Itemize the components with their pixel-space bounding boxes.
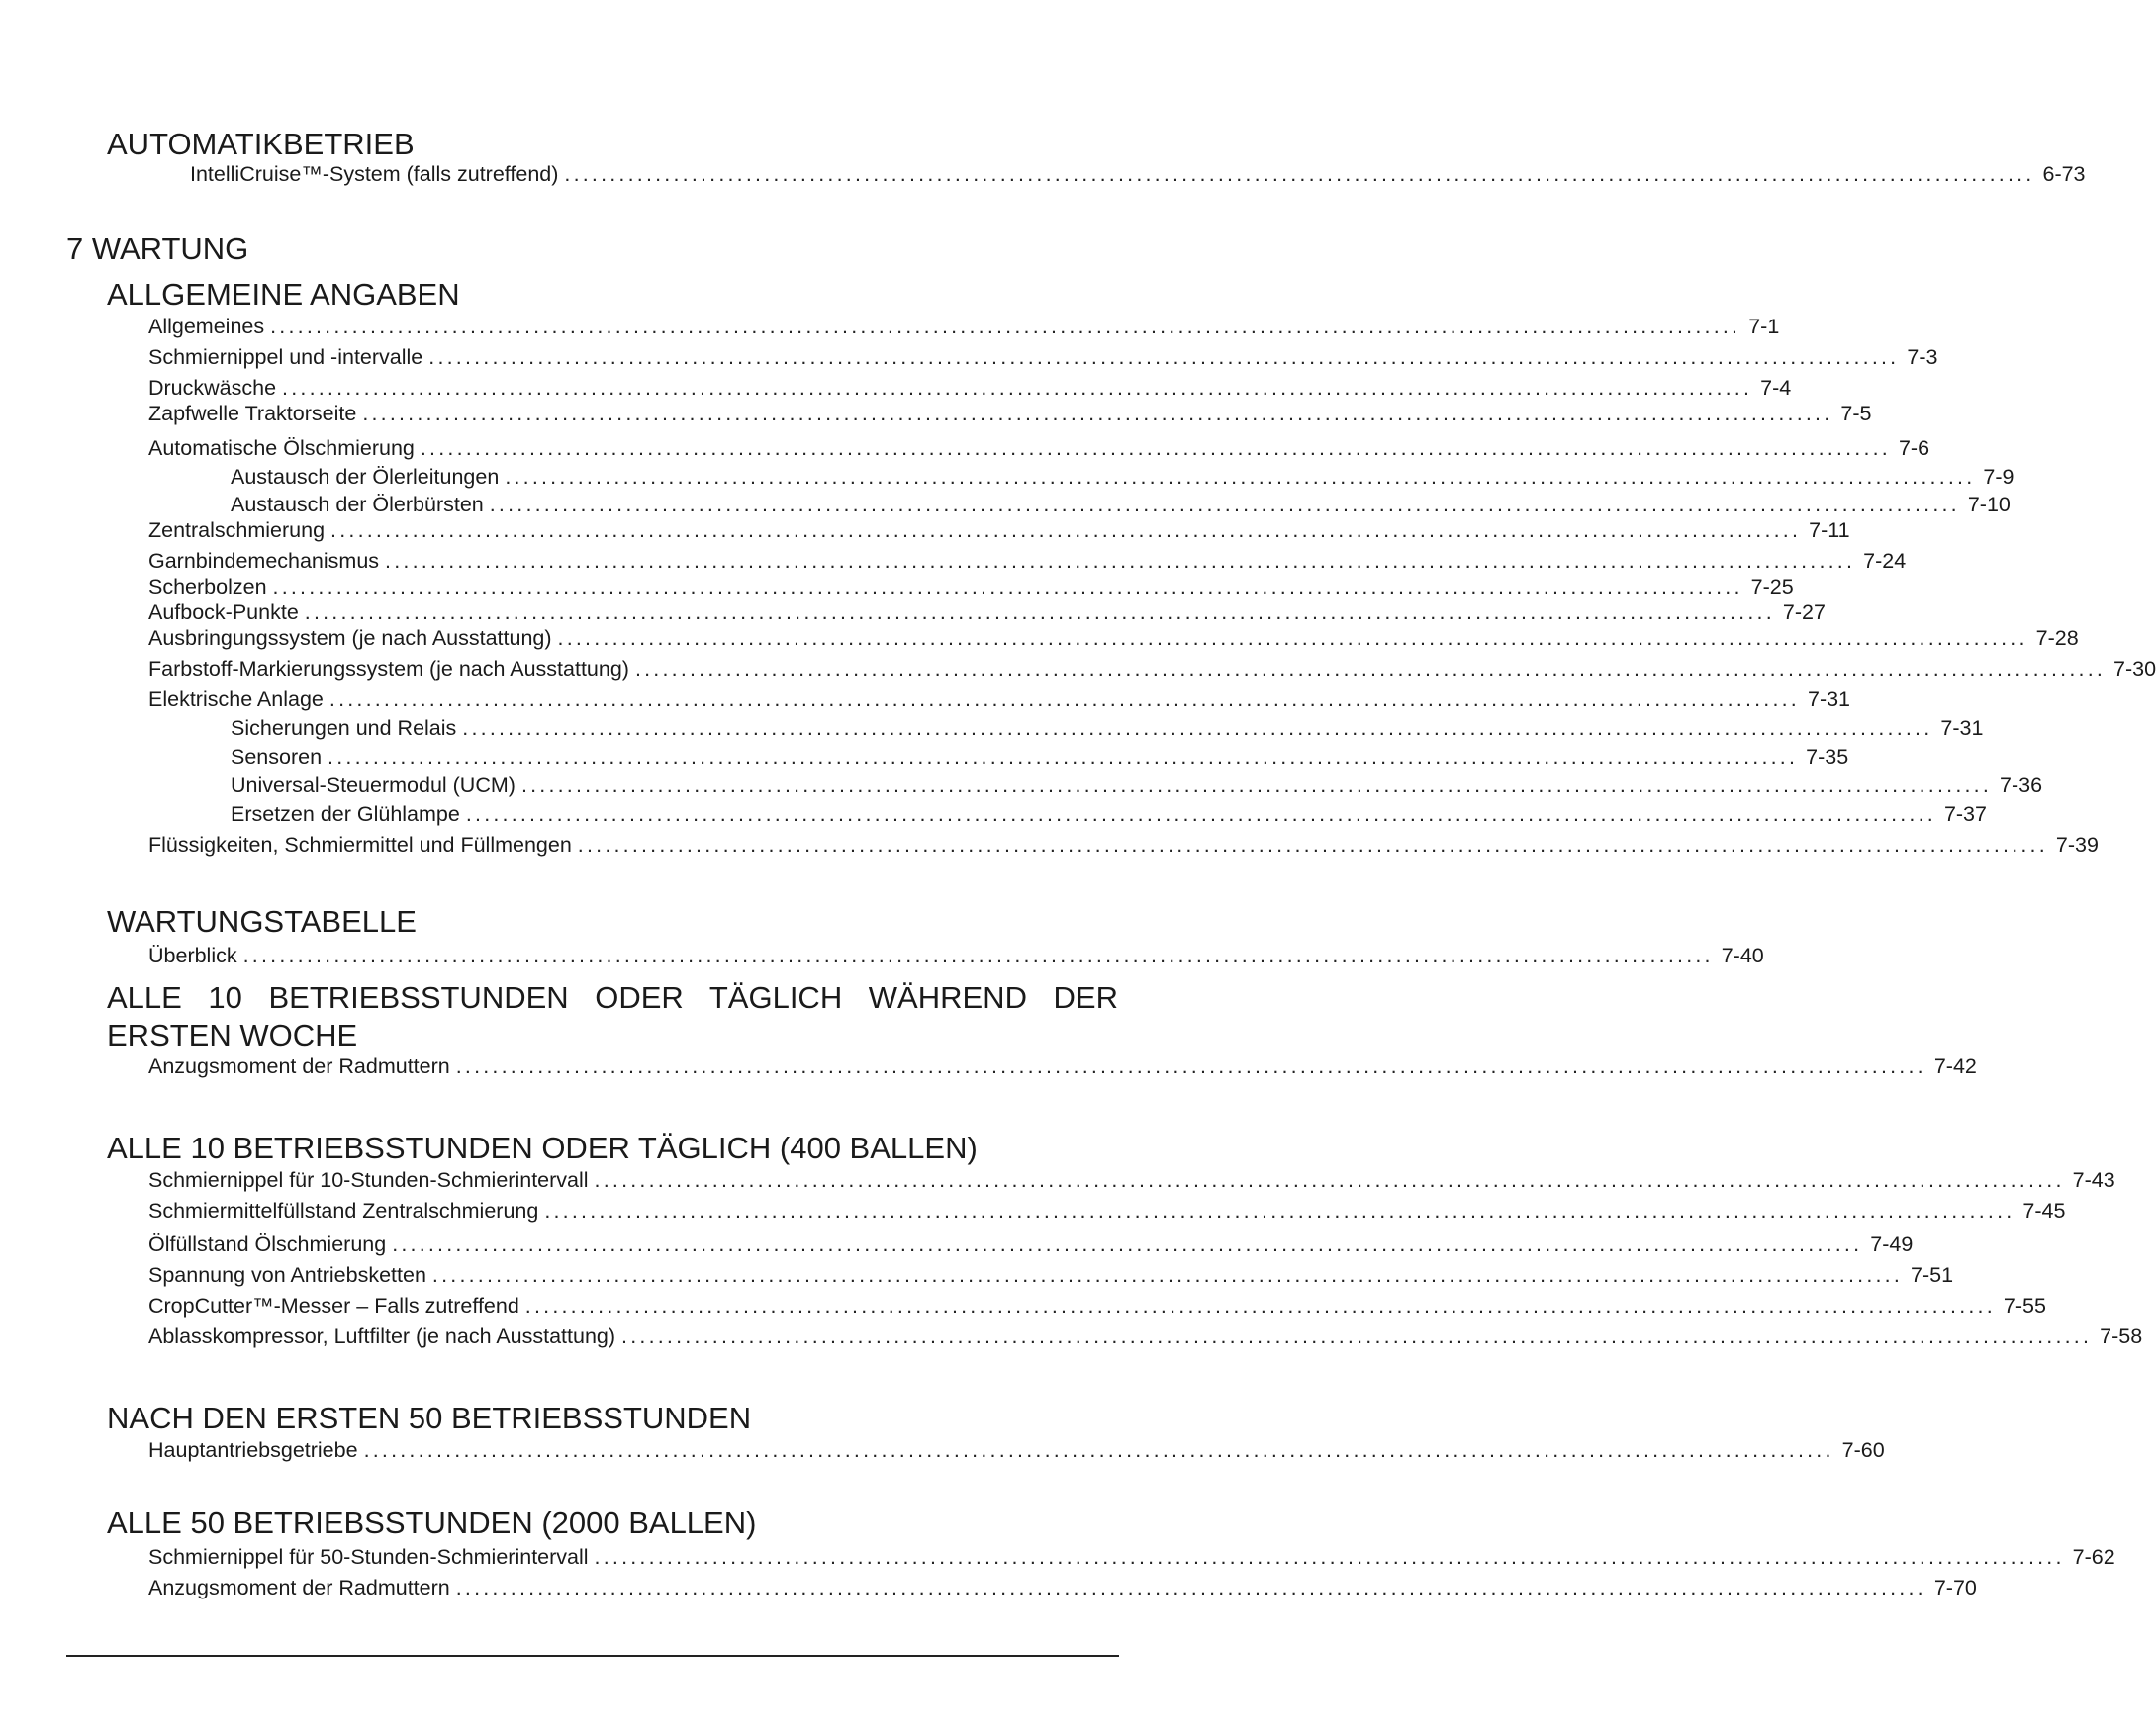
footer-rule bbox=[66, 1655, 1119, 1657]
toc-entry-title: Austausch der Ölerbürsten bbox=[231, 493, 484, 516]
toc-entry-title: Aufbock-Punkte bbox=[148, 600, 299, 624]
toc-entry[interactable] bbox=[231, 773, 2043, 798]
toc-entry-title: Sensoren bbox=[231, 745, 323, 769]
toc-entry-page: 7-5 bbox=[1840, 402, 1872, 425]
dot-leader: .................................................................................................................................................................. bbox=[544, 1199, 2015, 1223]
toc-entry-page: 7-62 bbox=[2072, 1545, 2115, 1569]
dot-leader: .................................................................................................................................................................. bbox=[594, 1168, 2065, 1192]
toc-entry[interactable] bbox=[148, 401, 1872, 426]
toc-entry[interactable] bbox=[148, 375, 1792, 401]
section-heading-allgemeine-angaben: ALLGEMEINE ANGABEN bbox=[107, 277, 460, 312]
toc-entry[interactable] bbox=[148, 1575, 1977, 1600]
toc-entry[interactable] bbox=[148, 1293, 2046, 1319]
toc-entry-page: 7-3 bbox=[1907, 345, 1938, 369]
dot-leader: .................................................................................................................................................................. bbox=[621, 1324, 2093, 1348]
dot-leader: .................................................................................................................................................................. bbox=[431, 1263, 1904, 1287]
toc-entry-title: Spannung von Antriebsketten bbox=[148, 1263, 426, 1287]
toc-entry-title: Austausch der Ölerleitungen bbox=[231, 465, 500, 489]
toc-entry-page: 7-70 bbox=[1933, 1576, 1977, 1599]
dot-leader: .................................................................................................................................................................. bbox=[363, 1438, 1834, 1462]
dot-leader: .................................................................................................................................................................. bbox=[428, 345, 1900, 369]
toc-entry[interactable] bbox=[148, 625, 2079, 651]
toc-entry-title: Überblick bbox=[148, 944, 237, 967]
dot-leader: .................................................................................................................................................................. bbox=[577, 833, 2048, 857]
toc-entry-title: Farbstoff-Markierungssystem (je nach Ausstattung) bbox=[148, 657, 629, 681]
toc-entry-title: Zentralschmierung bbox=[148, 518, 326, 542]
dot-leader: .................................................................................................................................................................. bbox=[270, 315, 1741, 338]
toc-entry-page: 7-36 bbox=[2000, 774, 2043, 797]
toc-entry-title: Garnbindemechanismus bbox=[148, 549, 380, 573]
toc-entry-title: Ausbringungssystem (je nach Ausstattung) bbox=[148, 626, 552, 650]
dot-leader: .................................................................................................................................................................. bbox=[328, 745, 1799, 769]
toc-entry-page: 7-39 bbox=[2055, 833, 2099, 857]
toc-entry-page: 7-42 bbox=[1933, 1054, 1977, 1078]
toc-entry-title: Universal-Steuermodul (UCM) bbox=[231, 774, 516, 797]
dot-leader: .................................................................................................................................................................. bbox=[330, 518, 1802, 542]
toc-entry-title: Sicherungen und Relais bbox=[231, 716, 457, 740]
toc-entry[interactable] bbox=[231, 715, 1984, 741]
toc-entry-page: 7-31 bbox=[1807, 687, 1851, 711]
section-heading-erste-50-stunden: NACH DEN ERSTEN 50 BETRIEBSSTUNDEN bbox=[107, 1401, 752, 1435]
toc-entry[interactable] bbox=[190, 161, 2086, 187]
toc-entry[interactable] bbox=[148, 1544, 2115, 1570]
toc-entry-title: Hauptantriebsgetriebe bbox=[148, 1438, 358, 1462]
toc-entry-title: IntelliCruise™-System (falls zutreffend) bbox=[190, 162, 559, 186]
toc-entry[interactable] bbox=[148, 314, 1780, 339]
toc-entry-page: 7-25 bbox=[1750, 575, 1794, 598]
toc-entry-title: Scherbolzen bbox=[148, 575, 267, 598]
toc-entry-title: Elektrische Anlage bbox=[148, 687, 324, 711]
dot-leader: .................................................................................................................................................................. bbox=[304, 600, 1775, 624]
toc-entry[interactable] bbox=[148, 1232, 1914, 1257]
toc-entry-page: 7-45 bbox=[2022, 1199, 2066, 1223]
toc-entry[interactable] bbox=[148, 1324, 2143, 1349]
toc-entry-page: 7-35 bbox=[1806, 745, 1849, 769]
section-heading-taeglich-400-ballen: ALLE 10 BETRIEBSSTUNDEN ODER TÄGLICH (400 BALLEN) bbox=[107, 1131, 978, 1165]
dot-leader: .................................................................................................................................................................. bbox=[489, 493, 1960, 516]
dot-leader: .................................................................................................................................................................. bbox=[594, 1545, 2065, 1569]
toc-entry-title: Zapfwelle Traktorseite bbox=[148, 402, 357, 425]
toc-entry-page: 7-55 bbox=[2003, 1294, 2046, 1318]
toc-entry-page: 7-27 bbox=[1782, 600, 1826, 624]
toc-entry-title: Schmiermittelfüllstand Zentralschmierung bbox=[148, 1199, 539, 1223]
toc-entry-page: 7-43 bbox=[2072, 1168, 2115, 1192]
toc-entry-title: CropCutter™-Messer – Falls zutreffend bbox=[148, 1294, 519, 1318]
dot-leader: .................................................................................................................................................................. bbox=[420, 436, 1891, 460]
section-heading-alle-50-stunden: ALLE 50 BETRIEBSSTUNDEN (2000 BALLEN) bbox=[107, 1506, 757, 1540]
toc-entry[interactable] bbox=[148, 1262, 1954, 1288]
toc-entry-page: 7-24 bbox=[1863, 549, 1907, 573]
toc-entry-title: Schmiernippel und -intervalle bbox=[148, 345, 423, 369]
toc-entry[interactable] bbox=[231, 744, 1849, 770]
toc-entry[interactable] bbox=[231, 492, 2011, 517]
toc-entry-page: 7-4 bbox=[1760, 376, 1792, 400]
chapter-heading: 7 WARTUNG bbox=[66, 231, 249, 266]
toc-entry-page: 7-49 bbox=[1870, 1233, 1914, 1256]
toc-entry-page: 7-31 bbox=[1940, 716, 1984, 740]
dot-leader: .................................................................................................................................................................. bbox=[455, 1576, 1926, 1599]
dot-leader: .................................................................................................................................................................. bbox=[634, 657, 2107, 681]
toc-entry[interactable] bbox=[148, 1437, 1885, 1463]
toc-entry-page: 7-11 bbox=[1809, 518, 1850, 542]
toc-entry[interactable] bbox=[148, 656, 2156, 682]
toc-entry[interactable] bbox=[231, 801, 1987, 827]
toc-entry[interactable] bbox=[148, 832, 2099, 858]
toc-entry-title: Ölfüllstand Ölschmierung bbox=[148, 1233, 387, 1256]
toc-entry[interactable] bbox=[148, 1167, 2115, 1193]
toc-entry-title: Druckwäsche bbox=[148, 376, 277, 400]
toc-entry[interactable] bbox=[148, 435, 1930, 461]
toc-entry[interactable] bbox=[148, 344, 1938, 370]
dot-leader: .................................................................................................................................................................. bbox=[392, 1233, 1863, 1256]
dot-leader: .................................................................................................................................................................. bbox=[520, 774, 1993, 797]
toc-entry-page: 6-73 bbox=[2042, 162, 2086, 186]
toc-entry[interactable] bbox=[148, 1198, 2066, 1224]
toc-entry-title: Flüssigkeiten, Schmiermittel und Füllmengen bbox=[148, 833, 572, 857]
toc-entry-page: 7-40 bbox=[1721, 944, 1764, 967]
toc-entry-page: 7-6 bbox=[1898, 436, 1930, 460]
toc-entry[interactable] bbox=[148, 686, 1851, 712]
dot-leader: .................................................................................................................................................................. bbox=[282, 376, 1753, 400]
toc-entry-title: Anzugsmoment der Radmuttern bbox=[148, 1576, 450, 1599]
toc-entry-title: Schmiernippel für 10-Stunden-Schmierintervall bbox=[148, 1168, 589, 1192]
toc-entry[interactable] bbox=[231, 464, 2015, 490]
toc-entry-page: 7-9 bbox=[1983, 465, 2015, 489]
dot-leader: .................................................................................................................................................................. bbox=[328, 687, 1800, 711]
dot-leader: .................................................................................................................................................................. bbox=[362, 402, 1833, 425]
dot-leader: .................................................................................................................................................................. bbox=[505, 465, 1976, 489]
dot-leader: .................................................................................................................................................................. bbox=[462, 716, 1933, 740]
toc-entry-page: 7-10 bbox=[1967, 493, 2011, 516]
dot-leader: .................................................................................................................................................................. bbox=[564, 162, 2035, 186]
dot-leader: .................................................................................................................................................................. bbox=[524, 1294, 1996, 1318]
toc-entry-page: 7-51 bbox=[1911, 1263, 1954, 1287]
toc-entry-page: 7-60 bbox=[1841, 1438, 1885, 1462]
section-heading-wartungstabelle: WARTUNGSTABELLE bbox=[107, 904, 417, 939]
dot-leader: .................................................................................................................................................................. bbox=[455, 1054, 1926, 1078]
toc-entry-page: 7-58 bbox=[2100, 1324, 2143, 1348]
toc-entry-page: 7-28 bbox=[2035, 626, 2079, 650]
toc-entry-title: Schmiernippel für 50-Stunden-Schmierintervall bbox=[148, 1545, 589, 1569]
toc-entry-page: 7-37 bbox=[1943, 802, 1987, 826]
toc-entry-title: Anzugsmoment der Radmuttern bbox=[148, 1054, 450, 1078]
section-heading-erste-woche: ALLE 10 BETRIEBSSTUNDEN ODER TÄGLICH WÄHREND DER ERSTEN WOCHE bbox=[107, 980, 1118, 1052]
dot-leader: .................................................................................................................................................................. bbox=[272, 575, 1743, 598]
toc-entry[interactable] bbox=[148, 574, 1794, 599]
dot-leader: .................................................................................................................................................................. bbox=[557, 626, 2028, 650]
toc-entry-page: 7-30 bbox=[2113, 657, 2156, 681]
toc-entry[interactable] bbox=[148, 599, 1826, 625]
dot-leader: .................................................................................................................................................................. bbox=[465, 802, 1936, 826]
dot-leader: .................................................................................................................................................................. bbox=[385, 549, 1856, 573]
toc-entry[interactable] bbox=[148, 548, 1907, 574]
toc-entry[interactable] bbox=[148, 1053, 1977, 1079]
toc-entry-title: Ablasskompressor, Luftfilter (je nach Ausstattung) bbox=[148, 1324, 616, 1348]
dot-leader: .................................................................................................................................................................. bbox=[242, 944, 1714, 967]
section-heading-automatikbetrieb: AUTOMATIKBETRIEB bbox=[107, 127, 415, 161]
toc-entry[interactable] bbox=[148, 943, 1764, 968]
toc-entry-page: 7-1 bbox=[1748, 315, 1780, 338]
toc-entry-title: Automatische Ölschmierung bbox=[148, 436, 415, 460]
toc-entry-title: Ersetzen der Glühlampe bbox=[231, 802, 460, 826]
toc-entry[interactable] bbox=[148, 517, 1850, 543]
toc-entry-title: Allgemeines bbox=[148, 315, 265, 338]
